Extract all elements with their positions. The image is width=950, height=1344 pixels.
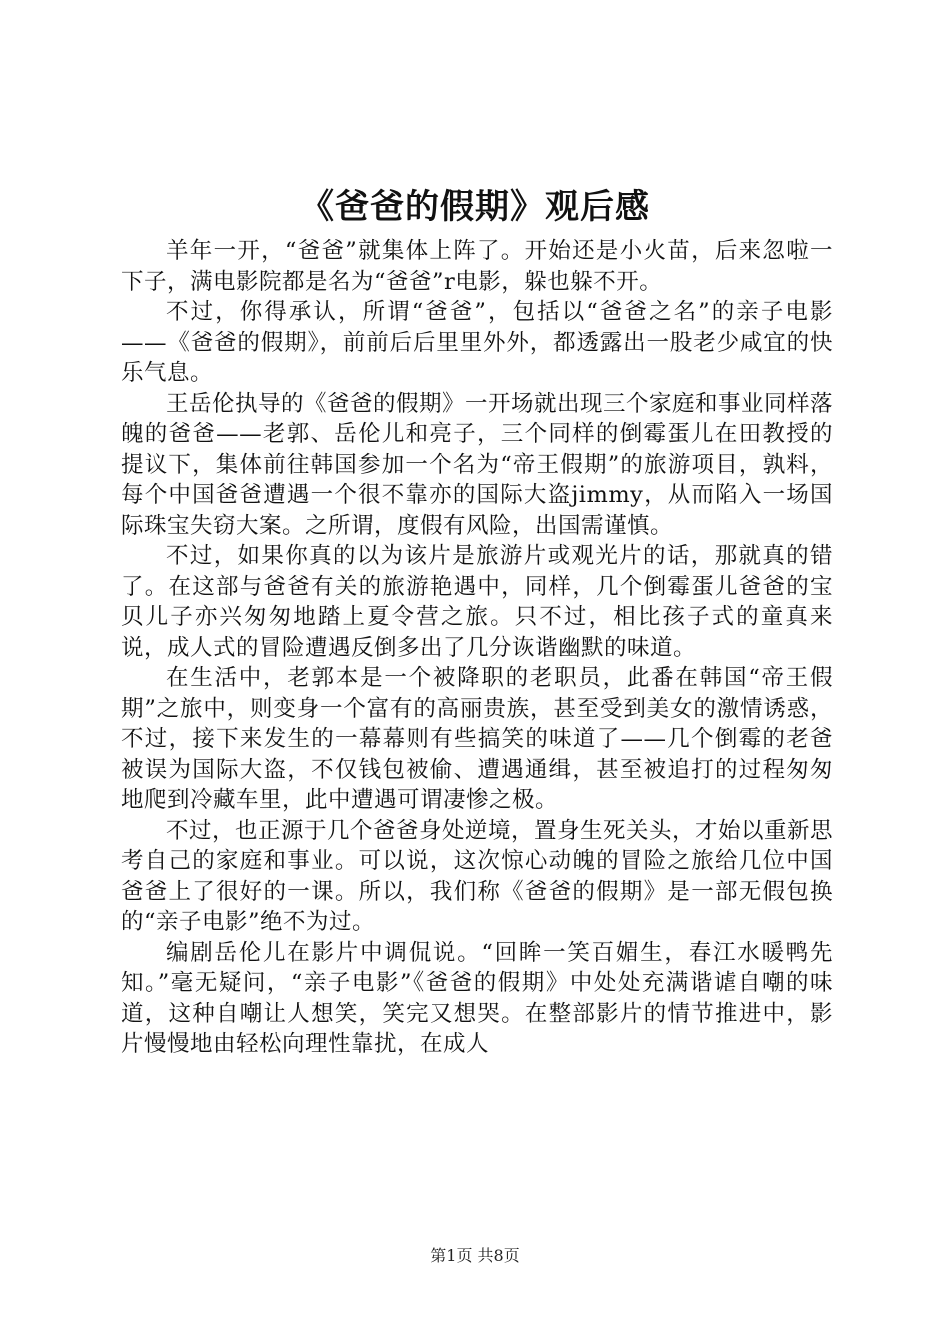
paragraph-7: 编剧岳伦儿在影片中调侃说。“回眸一笑百媚生，春江水暖鸭先知。”毫无疑问，“亲子电影”《爸爸的假期》中处处充满谐谑自嘲的味道，这种自嘲让人想笑，笑完又想哭。在整部影片的情节推进中，影片慢慢地由轻松向理性靠扰，在成人 xyxy=(121,939,833,1057)
paragraph-6: 不过，也正源于几个爸爸身处逆境，置身生死关头，才始以重新思考自己的家庭和事业。可以说，这次惊心动魄的冒险之旅给几位中国爸爸上了很好的一课。所以，我们称《爸爸的假期》是一部无假包换的“亲子电影”绝不为过。 xyxy=(121,817,834,935)
document-body xyxy=(121,236,833,1060)
paragraph-4: 不过，如果你真的以为该片是旅游片或观光片的话，那就真的错了。在这部与爸爸有关的旅游艳遇中，同样，几个倒霉蛋儿爸爸的宝贝儿子亦兴匆匆地踏上夏令营之旅。只不过，相比孩子式的童真来说，成人式的冒险遭遇反倒多出了几分诙谐幽默的味道。 xyxy=(121,543,833,661)
document-title: 《爸爸的假期》观后感 xyxy=(300,187,650,227)
paragraph-3: 王岳伦执导的《爸爸的假期》一开场就出现三个家庭和事业同样落魄的爸爸——老郭、岳伦儿和亮子，三个同样的倒霉蛋儿在田教授的提议下，集体前往韩国参加一个名为“帝王假期”的旅游项目，孰料，每个中国爸爸遭遇一个很不靠亦的国际大盗jimmy，从而陷入一场国际珠宝失窃大案。之所谓，度假有风险，出国需谨慎。 xyxy=(121,390,834,539)
page-number-footer: 第1页 共8页 xyxy=(430,1246,520,1265)
paragraph-1: 羊年一开，“爸爸”就集体上阵了。开始还是小火苗，后来忽啦一下子，满电影院都是名为“爸爸”r电影，躲也躲不开。 xyxy=(121,238,833,295)
paragraph-5: 在生活中，老郭本是一个被降职的老职员，此番在韩国“帝王假期”之旅中，则变身一个富有的高丽贵族，甚至受到美女的激情诱惑，不过，接下来发生的一幕幕则有些搞笑的味道了——几个倒霉的老爸被误为国际大盗，不仅钱包被偷、遭遇通缉，甚至被追打的过程匆匆地爬到冷藏车里，此中遭遇可谓凄惨之极。 xyxy=(121,665,833,813)
paragraph-2: 不过，你得承认，所谓“爸爸”，包括以“爸爸之名”的亲子电影——《爸爸的假期》，前前后后里里外外，都透露出一股老少咸宜的快乐气息。 xyxy=(121,299,833,386)
